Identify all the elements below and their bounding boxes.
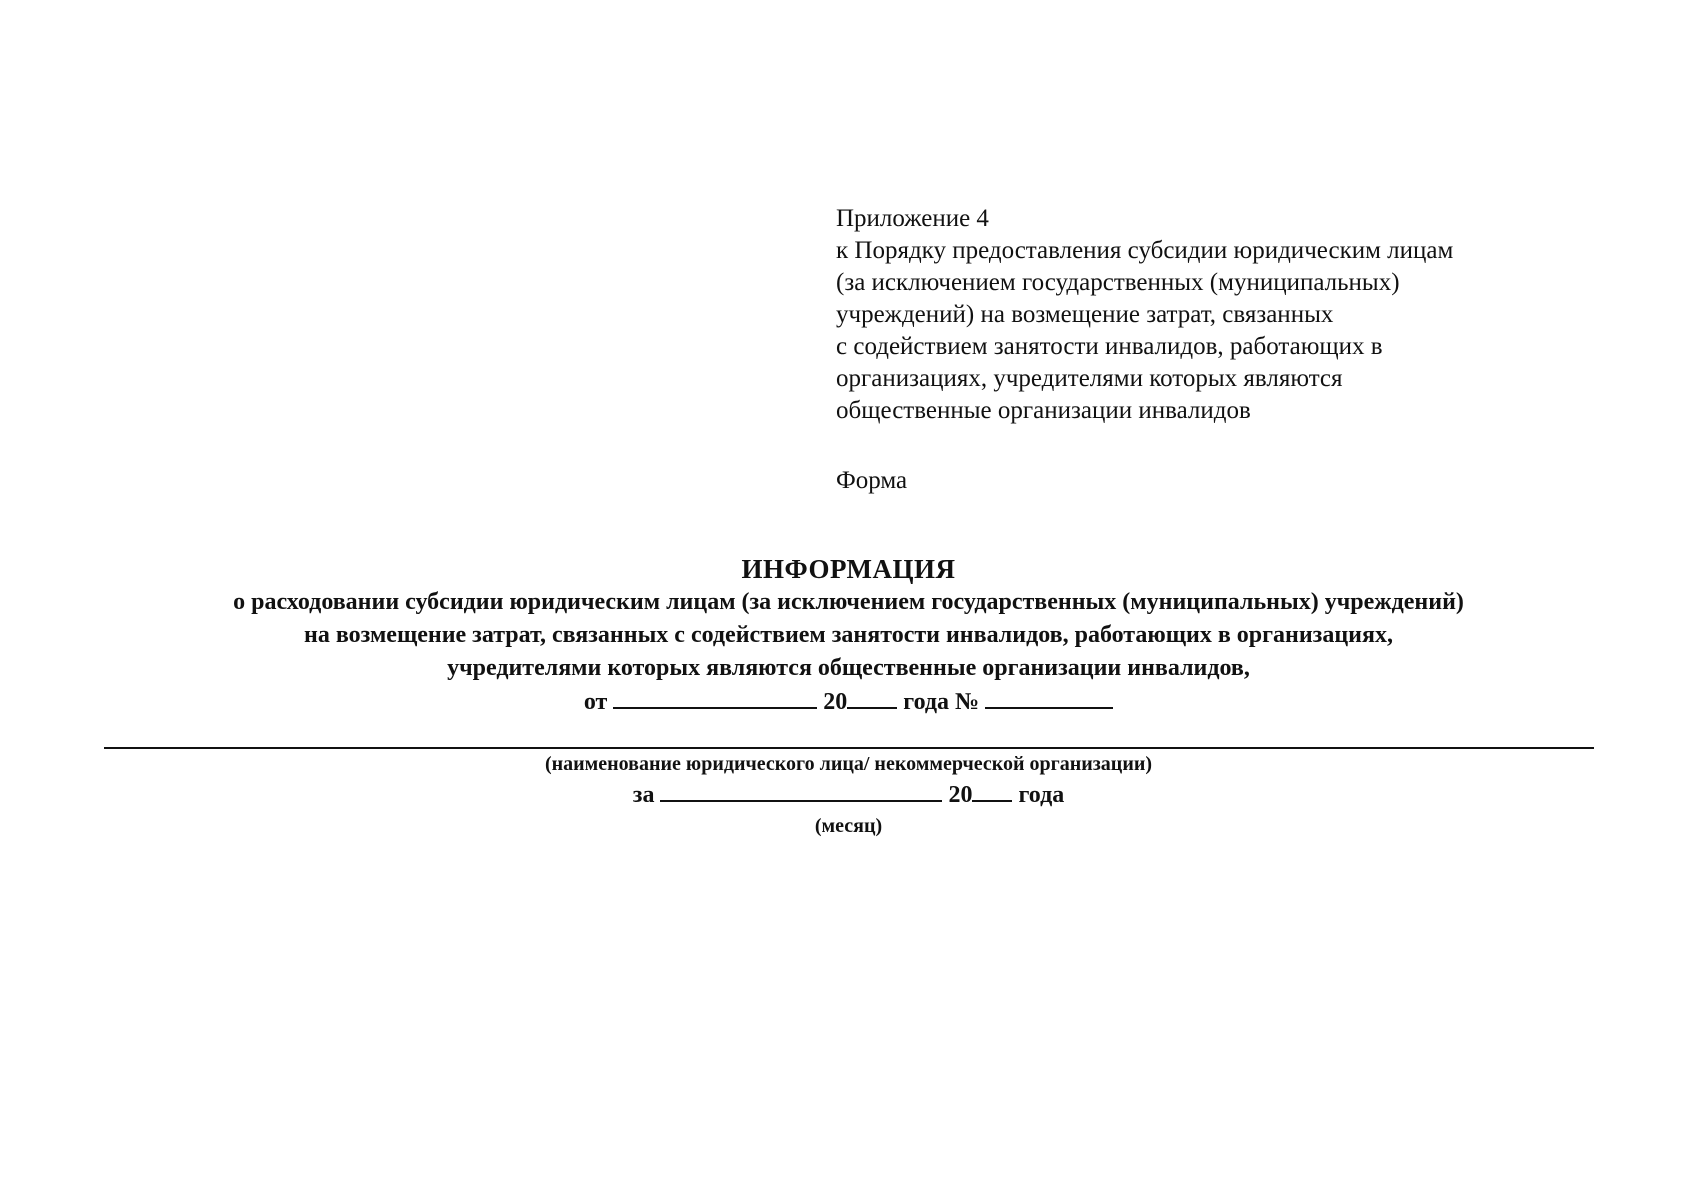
appendix-line: учреждений) на возмещение затрат, связанных [836,301,1334,328]
date-day-month-blank[interactable] [613,685,817,709]
appendix-line: к Порядку предоставления субсидии юридическим лицам [836,237,1454,264]
appendix-line: (за исключением государственных (муниципальных) [836,269,1400,296]
document-subtitle-line: на возмещение затрат, связанных с содействием занятости инвалидов, работающих в организациях, [304,622,1393,648]
period-month-blank[interactable] [660,778,942,802]
date-from-label: от [583,689,608,715]
document-subtitle-line: учредителями которых являются общественные организации инвалидов, [447,655,1250,681]
appendix-line: организациях, учредителями которых являются [836,365,1343,392]
document-number-blank[interactable] [985,685,1113,709]
appendix-block [836,203,1596,427]
organization-name-caption: (наименование юридического лица/ некоммерческой организации) [544,753,1153,775]
document-title: ИНФОРМАЦИЯ [741,554,956,584]
date-year-prefix: 20 [823,689,848,715]
document-subtitle-line: о расходовании субсидии юридическим лицам (за исключением государственных (муниципальных) учреждений) [233,589,1464,615]
appendix-line: с содействием занятости инвалидов, работающих в [836,333,1383,360]
period-for-label: за [632,782,655,808]
organization-block [0,750,1697,840]
month-caption: (месяц) [814,815,883,837]
date-year-blank[interactable] [847,685,897,709]
period-line [0,778,1697,812]
period-year-label: года [1018,782,1065,808]
date-year-number-label: года № [903,689,980,715]
organization-name-line[interactable] [104,747,1594,749]
appendix-line: общественные организации инвалидов [836,397,1251,424]
period-year-prefix: 20 [948,782,973,808]
document-date-line [0,685,1697,719]
period-year-blank[interactable] [972,778,1012,802]
form-label: Форма [836,467,908,494]
appendix-line: Приложение 4 [836,205,989,232]
document-heading [0,552,1697,719]
